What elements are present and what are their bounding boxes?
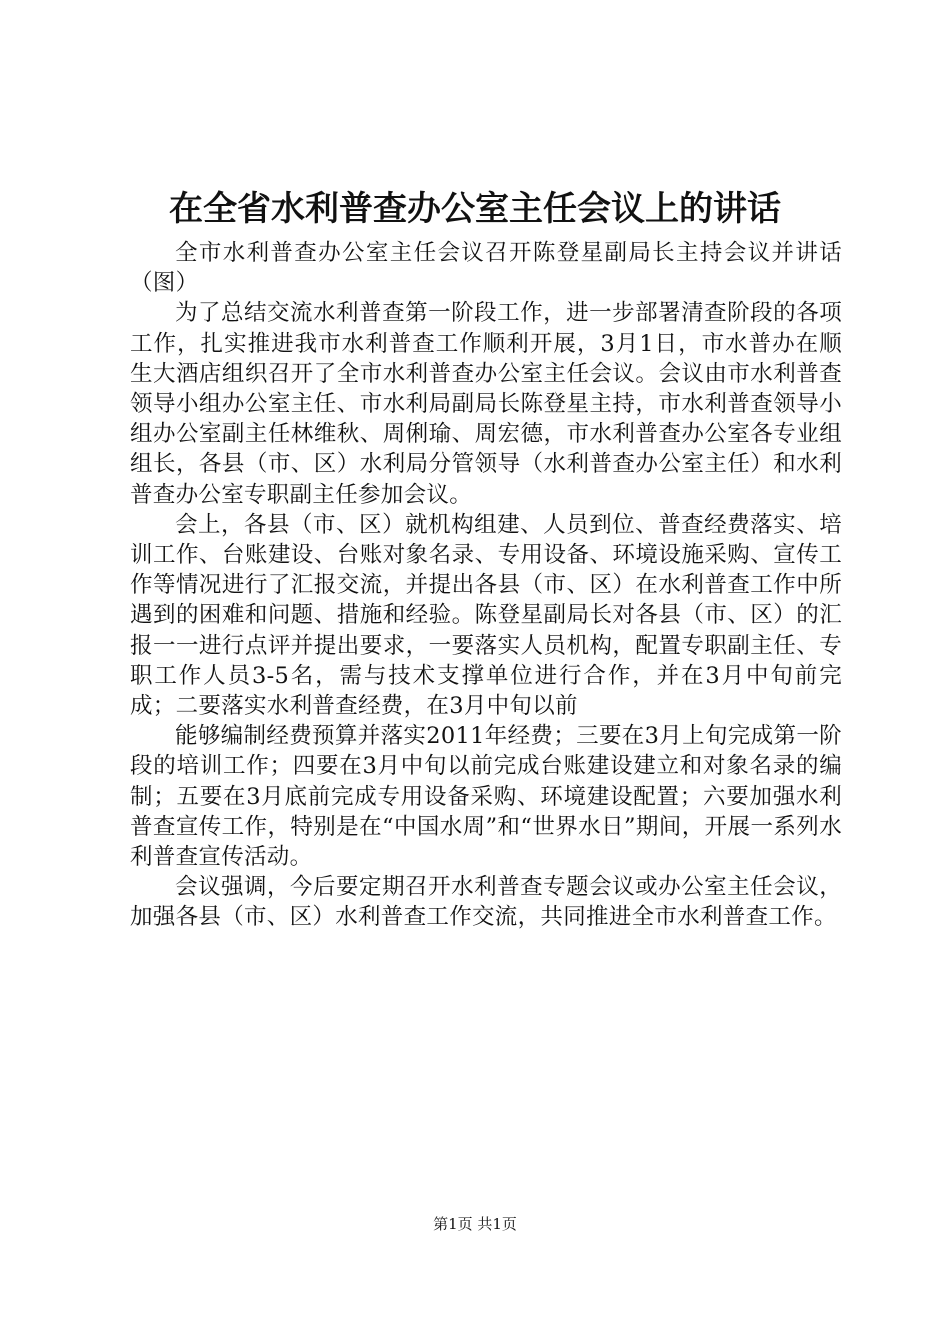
paragraph-intro: 为了总结交流水利普查第一阶段工作，进一步部署清查阶段的各项工作，扎实推进我市水利普查工作顺利开展，3月1日，市水普办在顺生大酒店组织召开了全市水利普查办公室主任会议。会议由市水利普查领导小组办公室主任、市水利局副局长陈登星主持，市水利普查领导小组办公室副主任林维秋、周俐瑜、周宏德，市水利普查办公室各专业组组长，各县（市、区）水利局分管领导（水利普查办公室主任）和水利普查办公室专职副主任参加会议。 bbox=[130, 300, 842, 508]
page-number-footer: 第1页 共1页 bbox=[433, 1215, 517, 1233]
paragraph-conclusion: 会议强调，今后要定期召开水利普查专题会议或办公室主任会议，加强各县（市、区）水利普查工作交流，共同推进全市水利普查工作。 bbox=[130, 874, 842, 931]
document-body bbox=[130, 238, 842, 933]
paragraph-meeting-reports: 会上，各县（市、区）就机构组建、人员到位、普查经费落实、培训工作、台账建设、台账对象名录、专用设备、环境设施采购、宣传工作等情况进行了汇报交流，并提出各县（市、区）在水利普查工作中所遇到的困难和问题、措施和经验。陈登星副局长对各县（市、区）的汇报一一进行点评并提出要求，一要落实人员机构，配置专职副主任、专职工作人员3-5名，需与技术支撑单位进行合作，并在3月中旬前完成；二要落实水利普查经费，在3月中旬以前 bbox=[130, 511, 842, 720]
paragraph-subtitle: 全市水利普查办公室主任会议召开陈登星副局长主持会议并讲话（图） bbox=[130, 240, 842, 297]
paragraph-requirements: 能够编制经费预算并落实2011年经费；三要在3月上旬完成第一阶段的培训工作；四要在3月中旬以前完成台账建设建立和对象名录的编制；五要在3月底前完成专用设备采购、环境建设配置；六要加强水利普查宣传工作，特别是在“中国水周”和“世界水日”期间，开展一系列水利普查宣传活动。 bbox=[130, 723, 842, 871]
document-title: 在全省水利普查办公室主任会议上的讲话 bbox=[169, 189, 781, 229]
